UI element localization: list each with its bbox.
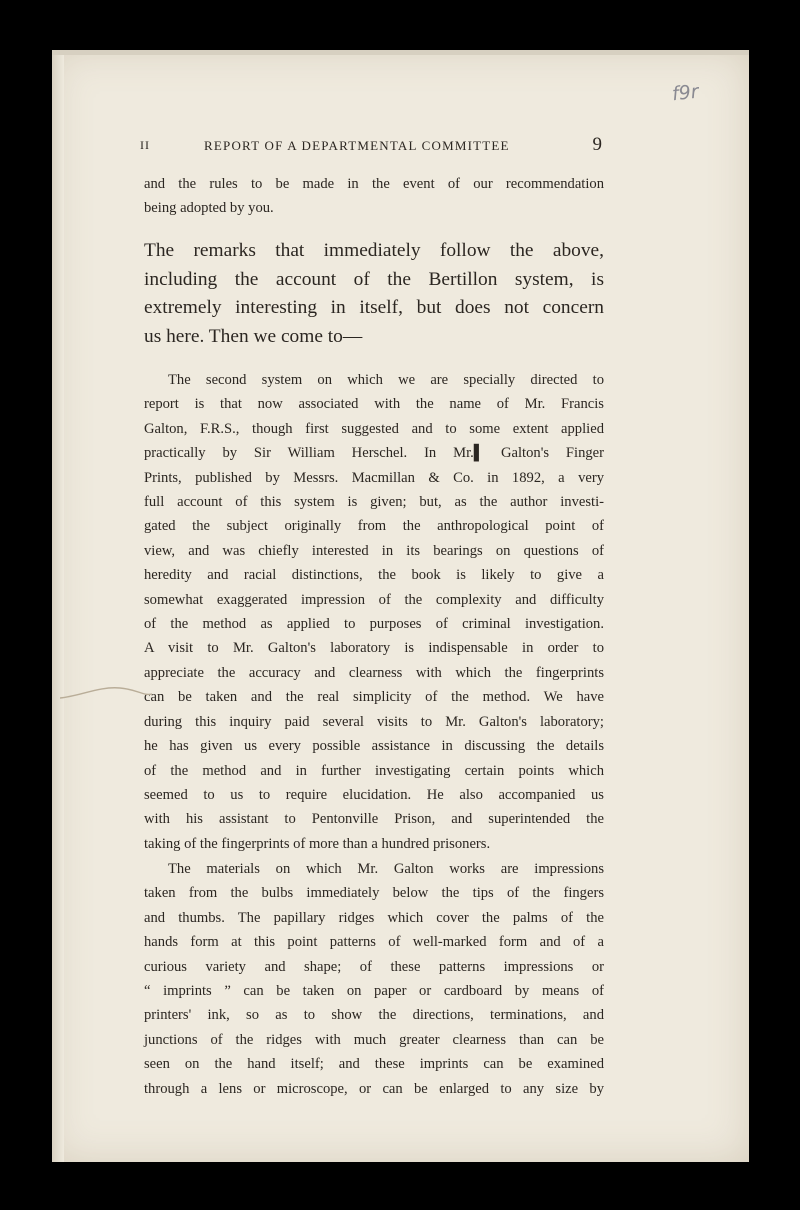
text-line: printers' ink, so as to show the directions, terminations, and bbox=[144, 1007, 604, 1024]
text-line: extremely interesting in itself, but does not concern bbox=[144, 297, 604, 319]
text-line: The remarks that immediately follow the above, bbox=[144, 240, 604, 261]
text-line: seemed to us to require elucidation. He also accompanied us bbox=[144, 786, 604, 803]
text-line: practically by Sir William Herschel. In Mr.▌ Galton's Finger bbox=[144, 445, 604, 462]
text-line: The second system on which we are specially directed to bbox=[168, 372, 604, 388]
text-line: appreciate the accuracy and clearness with which the fingerprints bbox=[144, 664, 604, 681]
text-line: taking of the fingerprints of more than a hundred prisoners. bbox=[144, 835, 491, 852]
text-line: taken from the bulbs immediately below the tips of the fingers bbox=[144, 885, 604, 902]
text-line: Prints, published by Messrs. Macmillan & Co. in 1892, a very bbox=[144, 469, 604, 486]
text-line: and the rules to be made in the event of our recommendation bbox=[144, 176, 604, 192]
text-line: full account of this system is given; but, as the author investi- bbox=[144, 494, 604, 511]
text-line: curious variety and shape; of these patterns impressions or bbox=[144, 958, 604, 975]
text-line: somewhat exaggerated impression of the complexity and difficulty bbox=[144, 591, 604, 608]
page-top-edge bbox=[52, 50, 749, 55]
running-header bbox=[140, 134, 602, 156]
text-line: being adopted by you. bbox=[144, 200, 274, 217]
text-line: including the account of the Bertillon system, is bbox=[144, 268, 604, 290]
binding-thread bbox=[60, 684, 152, 704]
text-line: and thumbs. The papillary ridges which cover the palms of the bbox=[144, 909, 604, 926]
text-line: of the method and in further investigating certain points which bbox=[144, 762, 604, 779]
running-title: REPORT OF A DEPARTMENTAL COMMITTEE bbox=[204, 138, 510, 153]
section-numeral: II bbox=[140, 138, 150, 152]
text-line: of the method as applied to purposes of criminal investigation. bbox=[144, 616, 604, 633]
text-line: junctions of the ridges with much greater clearness than can be bbox=[144, 1031, 604, 1048]
folio-annotation: f9r bbox=[670, 80, 700, 106]
text-line: can be taken and the real simplicity of the method. We have bbox=[144, 689, 604, 706]
paragraph-second-system bbox=[144, 368, 604, 856]
opening-text bbox=[144, 172, 604, 221]
text-line: heredity and racial distinctions, the book is likely to give a bbox=[144, 567, 604, 584]
text-line: he has given us every possible assistance in discussing the details bbox=[144, 738, 604, 755]
text-line: through a lens or microscope, or can be enlarged to any size by bbox=[144, 1080, 604, 1097]
paragraph-materials bbox=[144, 857, 604, 1101]
text-line: during this inquiry paid several visits to Mr. Galton's laboratory; bbox=[144, 713, 604, 730]
text-line: “ imprints ” can be taken on paper or cardboard by means of bbox=[144, 983, 604, 1000]
page-number: 9 bbox=[592, 134, 602, 155]
text-line: gated the subject originally from the anthropological point of bbox=[144, 518, 604, 535]
text-line: view, and was chiefly interested in its bearings on questions of bbox=[144, 542, 604, 559]
text-line: report is that now associated with the name of Mr. Francis bbox=[144, 396, 604, 413]
commentary-text bbox=[144, 237, 604, 351]
text-line: A visit to Mr. Galton's laboratory is indispensable in order to bbox=[144, 640, 604, 657]
page-binding-edge bbox=[52, 50, 64, 1162]
text-line: Galton, F.R.S., though first suggested and to some extent applied bbox=[144, 420, 604, 437]
text-line: hands form at this point patterns of well-marked form and of a bbox=[144, 934, 604, 951]
text-line: with his assistant to Pentonville Prison, and superintended the bbox=[144, 811, 604, 828]
text-line: us here. Then we come to— bbox=[144, 325, 363, 347]
text-line: The materials on which Mr. Galton works are impressions bbox=[168, 861, 604, 877]
text-line: seen on the hand itself; and these imprints can be examined bbox=[144, 1056, 604, 1073]
